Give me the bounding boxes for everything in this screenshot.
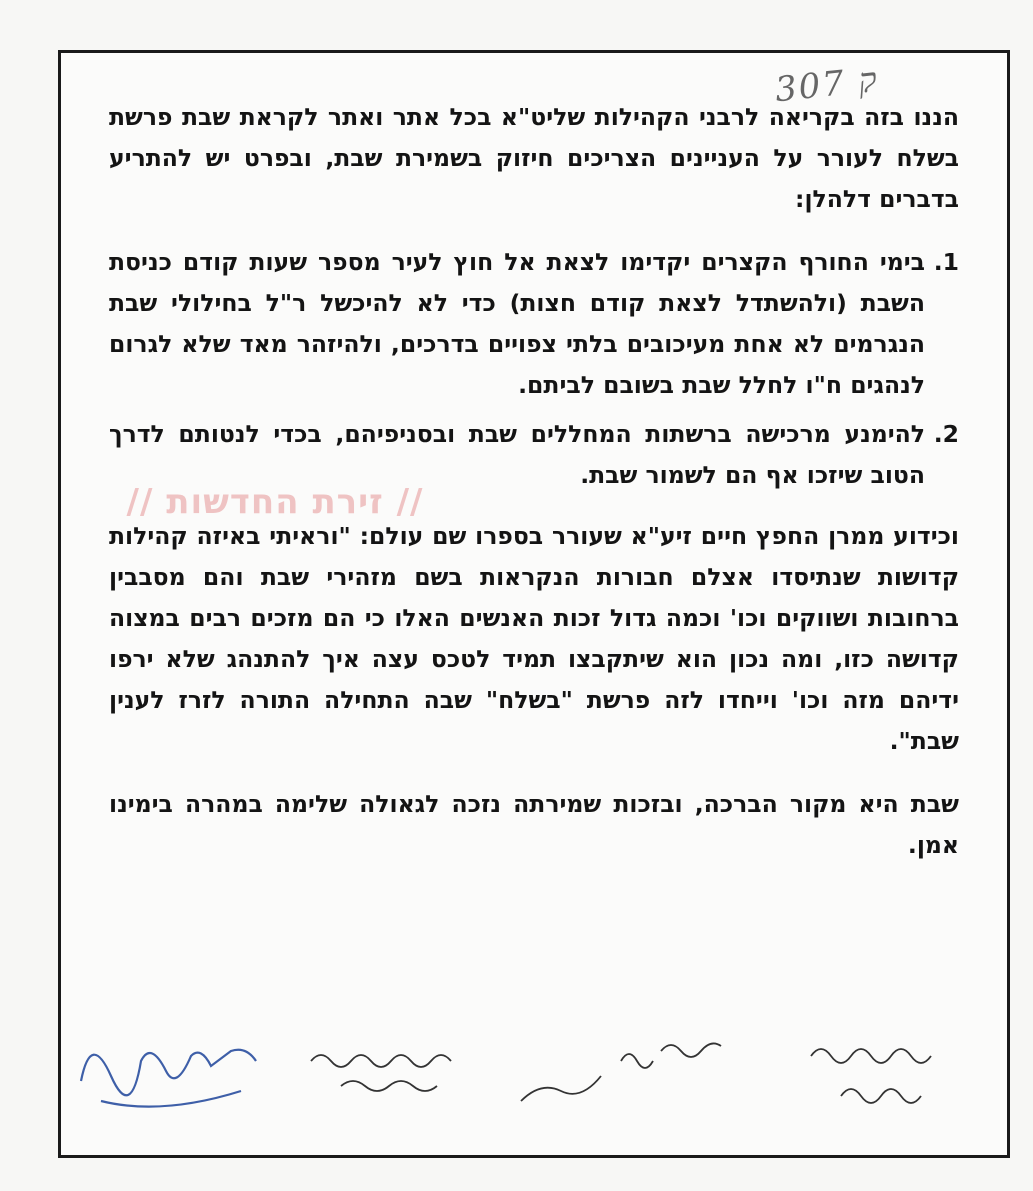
list-item-text: להימנע מרכישה ברשתות המחללים שבת ובסניפיהם, בכדי לנטותם לדרך הטוב שיזכו אף הם לשמור שבת. <box>109 420 925 489</box>
list-number: 1. <box>933 248 959 276</box>
intro-paragraph: הננו בזה בקריאה לרבני הקהילות שליט"א בכל אתר ואתר לקראת שבת פרשת בשלח לעורר על העניינים הצריכים חיזוק בשמירת שבת, ובפרט יש להתריע בדברים דלהלן: <box>109 103 959 213</box>
closing-paragraph: שבת היא מקור הברכה, ובזכות שמירתה נזכה לגאולה שלימה במהרה בימינו אמן. <box>109 790 959 859</box>
document-frame <box>58 50 1010 1158</box>
watermark: // זירת החדשות // <box>126 482 424 522</box>
signature-1 <box>71 1021 271 1121</box>
signature-3 <box>511 1021 751 1121</box>
list-item-text: בימי החורף הקצרים יקדימו לצאת אל חוץ לעיר מספר שעות קודם כניסת השבת (ולהשתדל לצאת קודם חצות) כדי לא להיכשל ר"ל בחילולי שבת הנגרמים לא אחת מעיכובים בלתי צפויים בדרכים, ולהיזהר מאד שלא לגרום לנהגים ח"ו לחלל שבת בשובם לביתם. <box>109 248 925 399</box>
handwritten-corner-note: ק 307 <box>773 59 881 111</box>
signatures-row <box>61 1021 1007 1141</box>
quote-paragraph: וכידוע ממרן החפץ חיים זיע"א שעורר בספרו שם עולם: "וראיתי באיזה קהילות קדושות שנתיסדו אצלם חבורות הנקראות בשם מזהירי שבת והם מסבבין ברחובות ושווקים וכו' וכמה גדול זכות האנשים האלו כי הם מזכים רבים במצוה קדושה כזו, ומה נכון הוא שיתקבצו תמיד לטכס עצה איך להתנהג שלא ירפו ידיהם מזה וכו' וייחדו לזה פרשת "בשלח" שבה התחילה התורה לזרז לענין שבת". <box>109 522 959 755</box>
numbered-list <box>109 242 959 496</box>
list-number: 2. <box>933 420 959 448</box>
list-item <box>109 242 959 406</box>
signature-2 <box>301 1031 481 1111</box>
signature-4 <box>801 1021 971 1121</box>
